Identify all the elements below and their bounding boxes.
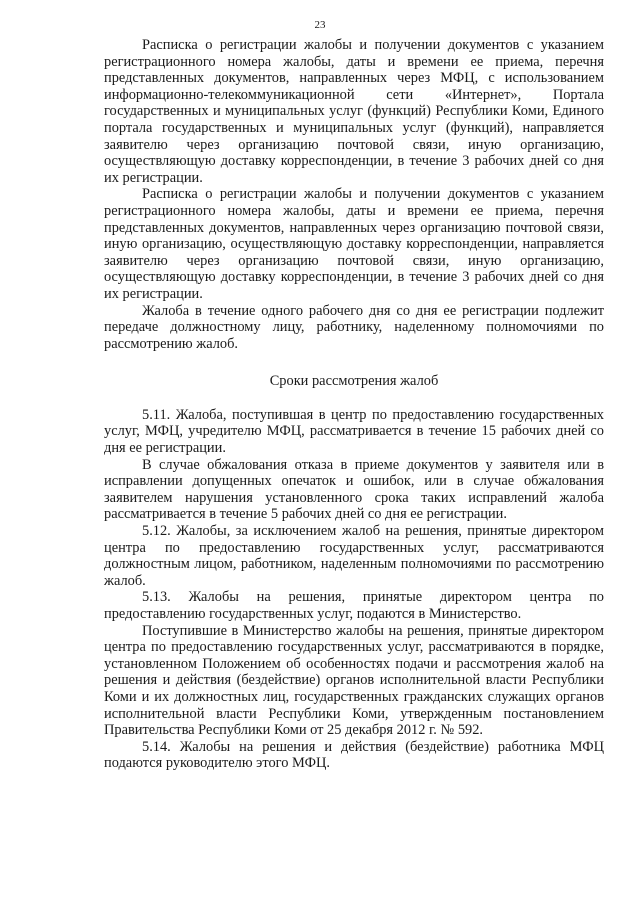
section-heading: Сроки рассмотрения жалоб <box>269 373 439 390</box>
paragraph: 5.14. Жалобы на решения и действия (бездействие) работника МФЦ подаются руководителю этого МФЦ. <box>104 738 604 772</box>
paragraph: Расписка о регистрации жалобы и получении документов с указанием регистрационного номера жалобы, даты и времени ее приема, перечня представленных документов, направленных через организацию почтовой связи, иную организацию, осуществляющую доставку корреспонденции, направляется заявителю через организацию почтовой связи, иную организацию, осуществляющую доставку корреспонденции, в течение 3 рабочих дней со дня их регистрации. <box>104 186 604 302</box>
paragraph: 5.12. Жалобы, за исключением жалоб на решения, принятые директором центра по предоставлению государственных услуг, рассматриваются должностным лицом, работником, наделенным полномочиями по рассмотрению жалоб. <box>104 523 604 589</box>
page-number: 23 <box>314 19 326 31</box>
document-body <box>104 37 604 772</box>
paragraph: 5.11. Жалоба, поступившая в центр по предоставлению государственных услуг, МФЦ, учредителю МФЦ, рассматривается в течение 15 рабочих дней со дня ее регистрации. <box>104 406 604 457</box>
paragraph: Поступившие в Министерство жалобы на решения, принятые директором центра по предоставлению государственных услуг, рассматриваются в порядке, установленном Положением об особенностях подачи и рассмотрения жалоб на решения и действия (бездействие) органов исполнительной власти Республики Коми и их должностных лиц, государственных гражданских служащих органов исполнительной власти Республики Коми, утвержденным постановлением Правительства Республики Коми от 25 декабря 2012 г. № 592. <box>104 622 604 739</box>
paragraph: Расписка о регистрации жалобы и получении документов с указанием регистрационного номера жалобы, даты и времени ее приема, перечня представленных документов, направленных через МФЦ, с использованием информационно-телекоммуникационной сети «Интернет», Портала государственных и муниципальных услуг (функций) Республики Коми, Единого портала государственных и муниципальных услуг (функций), направляется заявителю через организацию почтовой связи, иную организацию, осуществляющую доставку корреспонденции, в течение 3 рабочих дней со дня их регистрации. <box>104 37 604 186</box>
paragraph: Жалоба в течение одного рабочего дня со дня ее регистрации подлежит передаче должностному лицу, работнику, наделенному полномочиями по рассмотрению жалоб. <box>104 302 604 352</box>
paragraph: 5.13. Жалобы на решения, принятые директором центра по предоставлению государственных услуг, подаются в Министерство. <box>104 589 604 622</box>
paragraph: В случае обжалования отказа в приеме документов у заявителя или в исправлении допущенных опечаток и ошибок, или в случае обжалования заявителем нарушения установленного срока таких исправлений жалоба рассматривается в течение 5 рабочих дней со дня ее регистрации. <box>104 456 604 523</box>
